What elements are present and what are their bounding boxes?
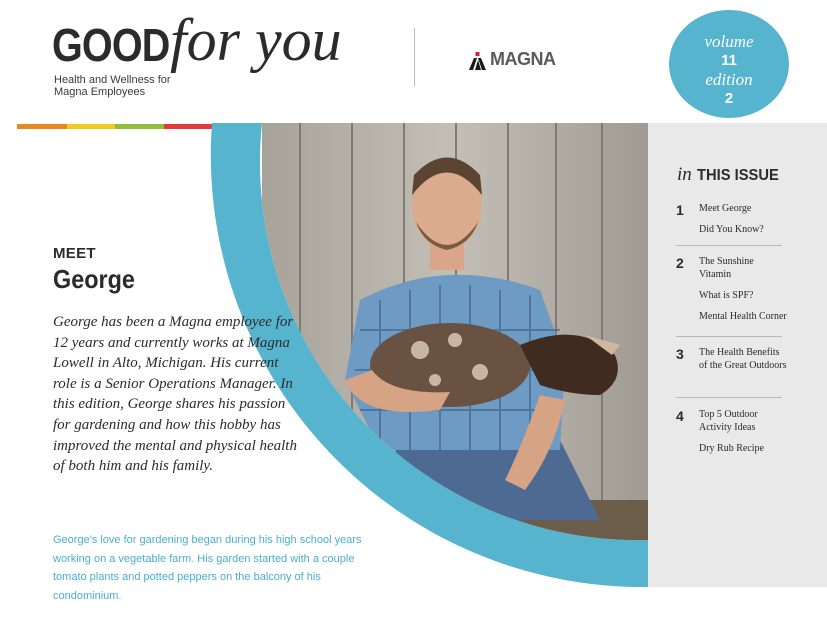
volume-number: 11 — [721, 52, 737, 69]
edition-label: edition — [705, 70, 753, 89]
toc-page-number: 4 — [676, 408, 684, 424]
volume-label: volume — [704, 32, 754, 51]
feature-blue-paragraph: George's love for gardening began during his high school years working on a vegetable farm. His garden started with a couple tomato plants and potted peppers on the balcony of his condominium. — [53, 534, 362, 602]
toc-item[interactable]: Mental Health Corner — [699, 311, 787, 322]
logo-for-you: for you — [170, 7, 342, 73]
toc-divider — [676, 245, 782, 246]
tagline: Health and Wellness for Magna Employees — [54, 74, 171, 98]
toc-item[interactable]: The Sunshine Vitamin — [699, 256, 754, 280]
edition-number: 2 — [724, 90, 734, 107]
toc-item[interactable]: Did You Know? — [699, 224, 764, 235]
logo-good: GOOD — [52, 19, 170, 71]
toc-item[interactable]: Meet George — [699, 203, 752, 214]
feature-intro: George has been a Magna employee for 12 years and currently works at Magna Lowell in Alto, Michigan. His current role is a Senior Operations Manager. In this edition, George shares his passion for gardening and how this hobby has improved the mental and physical health of both him and his family. — [53, 314, 297, 475]
toc-title — [677, 164, 785, 186]
toc-divider — [676, 397, 782, 398]
toc-page-number: 3 — [676, 346, 684, 362]
toc-item[interactable]: The Health Benefits of the Great Outdoors — [699, 347, 787, 371]
toc-divider — [676, 336, 782, 337]
toc-item[interactable]: Top 5 Outdoor Activity Ideas — [699, 409, 758, 433]
toc-item[interactable]: What is SPF? — [699, 290, 754, 301]
toc-title-in: in — [677, 164, 692, 185]
toc-page-number: 2 — [676, 255, 684, 271]
toc-page-number: 1 — [676, 202, 684, 218]
meet-label: MEET — [53, 245, 96, 262]
grey-arc — [648, 520, 827, 587]
feature-name: George — [53, 264, 135, 294]
toc-title-rest: THIS ISSUE — [696, 167, 779, 184]
magna-wordmark: MAGNA — [490, 49, 556, 69]
toc-item[interactable]: Dry Rub Recipe — [699, 443, 764, 454]
